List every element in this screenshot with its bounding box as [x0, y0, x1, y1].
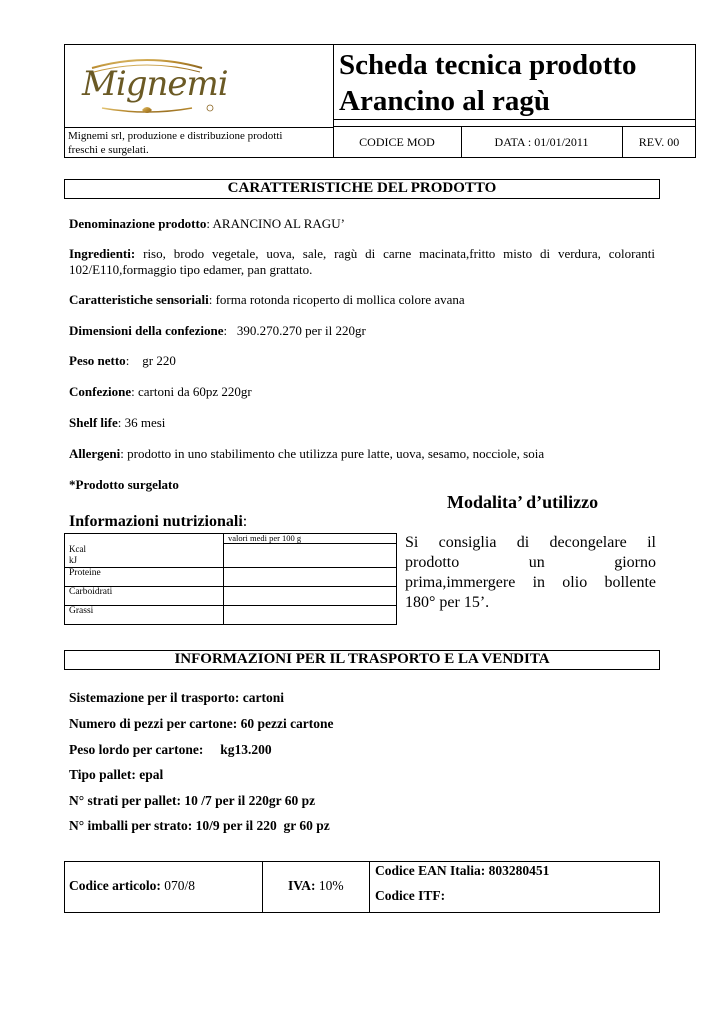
- nutrition-value-energy: [224, 544, 397, 568]
- header-row-divider-right2: [333, 126, 696, 127]
- shelf-life-label: Shelf life: [69, 415, 118, 430]
- nutrition-value-grassi: [224, 606, 397, 625]
- ingredienti-line: [69, 246, 655, 261]
- confezione-line: [69, 384, 252, 399]
- codice-mod-cell: CODICE MOD: [359, 135, 435, 149]
- denominazione-label: Denominazione prodotto: [69, 216, 207, 231]
- dimensioni-value: : 390.270.270 per il 220gr: [223, 323, 366, 338]
- ingredienti-value-1: riso, brodo vegetale, uova, sale, ragù di carne macinata,fritto misto di verdura, coloranti: [143, 246, 655, 261]
- codice-articolo: [69, 878, 195, 894]
- transport-line-3: Peso lordo per cartone: kg13.200: [69, 742, 272, 757]
- nutrition-row-proteine: Proteine: [65, 568, 224, 587]
- transport-line-1: Sistemazione per il trasporto: cartoni: [69, 690, 284, 705]
- page-title-line2: Arancino al ragù: [339, 85, 551, 117]
- nutrition-value-proteine: [224, 568, 397, 587]
- peso-value: : gr 220: [125, 353, 176, 368]
- rev-cell: REV. 00: [638, 135, 680, 149]
- transport-line-4: Tipo pallet: epal: [69, 767, 164, 782]
- iva-label: IVA:: [288, 878, 316, 893]
- ingredienti-value-2: 102/E110,formaggio tipo edamer, pan grattato.: [69, 262, 313, 277]
- transport-line-5: N° strati per pallet: 10 /7 per il 220gr 60 pz: [69, 793, 316, 808]
- nutrition-row-grassi: Grassi: [65, 606, 224, 625]
- peso-line: [69, 353, 176, 368]
- nutrition-row-energy: [65, 544, 224, 568]
- nutrition-row-kcal: Kcal: [69, 543, 86, 554]
- codice-articolo-value: 070/8: [160, 878, 195, 893]
- modalita-line3: prima,immergere in olio bollente: [405, 574, 656, 591]
- logo-text: Mignemi: [82, 64, 228, 104]
- denominazione-line: [69, 216, 345, 231]
- transport-line-2: Numero di pezzi per cartone: 60 pezzi cartone: [69, 716, 334, 731]
- nutrition-value-carboidrati: [224, 587, 397, 606]
- allergeni-value: : prodotto in uno stabilimento che utilizza pure latte, uova, sesamo, nocciole, soia: [120, 446, 545, 461]
- iva: [288, 878, 344, 894]
- allergeni-line: [69, 446, 544, 461]
- sensoriali-label: Caratteristiche sensoriali: [69, 292, 209, 307]
- section1-title: CARATTERISTICHE DEL PRODOTTO: [227, 180, 497, 196]
- nutrition-title-text: Informazioni nutrizionali: [69, 513, 243, 530]
- modalita-text: [405, 533, 656, 613]
- nutrition-row-carboidrati: Carboidrati: [65, 587, 224, 606]
- iva-value: 10%: [315, 878, 344, 893]
- nutrition-header-empty: [65, 534, 224, 544]
- nutrition-title-colon: :: [242, 513, 248, 530]
- codice-ean: Codice EAN Italia: 803280451: [375, 863, 550, 878]
- nutrition-row-kj: kJ: [69, 554, 78, 565]
- ingredienti-label: Ingredienti:: [69, 246, 136, 261]
- dimensioni-label: Dimensioni della confezione: [69, 323, 224, 338]
- modalita-line4: 180° per 15’.: [405, 594, 490, 611]
- denominazione-value: : ARANCINO AL RAGU’: [206, 216, 345, 231]
- modalita-line1: Si consiglia di decongelare il: [405, 534, 656, 551]
- company-logo: [72, 50, 228, 120]
- shelf-life-line: [69, 415, 165, 430]
- confezione-value: : cartoni da 60pz 220gr: [131, 384, 252, 399]
- footer-divider-1: [262, 861, 263, 913]
- company-info-line1: Mignemi srl, produzione e distribuzione prodotti: [68, 130, 283, 142]
- dimensioni-line: [69, 323, 366, 338]
- section2-title: INFORMAZIONI PER IL TRASPORTO E LA VENDITA: [174, 651, 550, 667]
- confezione-label: Confezione: [69, 384, 132, 399]
- company-info-line2: freschi e surgelati.: [68, 144, 149, 156]
- header-row-divider: [64, 127, 333, 128]
- modalita-title: Modalita’ d’utilizzo: [447, 492, 599, 512]
- page-title-line1: Scheda tecnica prodotto: [339, 49, 637, 81]
- shelf-life-value: : 36 mesi: [117, 415, 166, 430]
- transport-line-6: N° imballi per strato: 10/9 per il 220 gr 60 pz: [69, 818, 330, 833]
- header-row-divider-right: [333, 119, 696, 120]
- allergeni-label: Allergeni: [69, 446, 121, 461]
- sensoriali-line: [69, 292, 465, 307]
- codice-itf: Codice ITF:: [375, 888, 446, 903]
- nutrition-table: [64, 533, 397, 625]
- data-cell: DATA : 01/01/2011: [494, 135, 589, 149]
- surgelato-note: *Prodotto surgelato: [69, 477, 179, 492]
- nutrition-title: [69, 513, 247, 531]
- codice-articolo-label: Codice articolo:: [69, 878, 161, 893]
- nutrition-col-header: valori medi per 100 g: [224, 534, 397, 544]
- modalita-line2: prodotto un giorno: [405, 554, 656, 571]
- sensoriali-value: : forma rotonda ricoperto di mollica colore avana: [208, 292, 465, 307]
- footer-divider-2: [369, 861, 370, 913]
- peso-label: Peso netto: [69, 353, 126, 368]
